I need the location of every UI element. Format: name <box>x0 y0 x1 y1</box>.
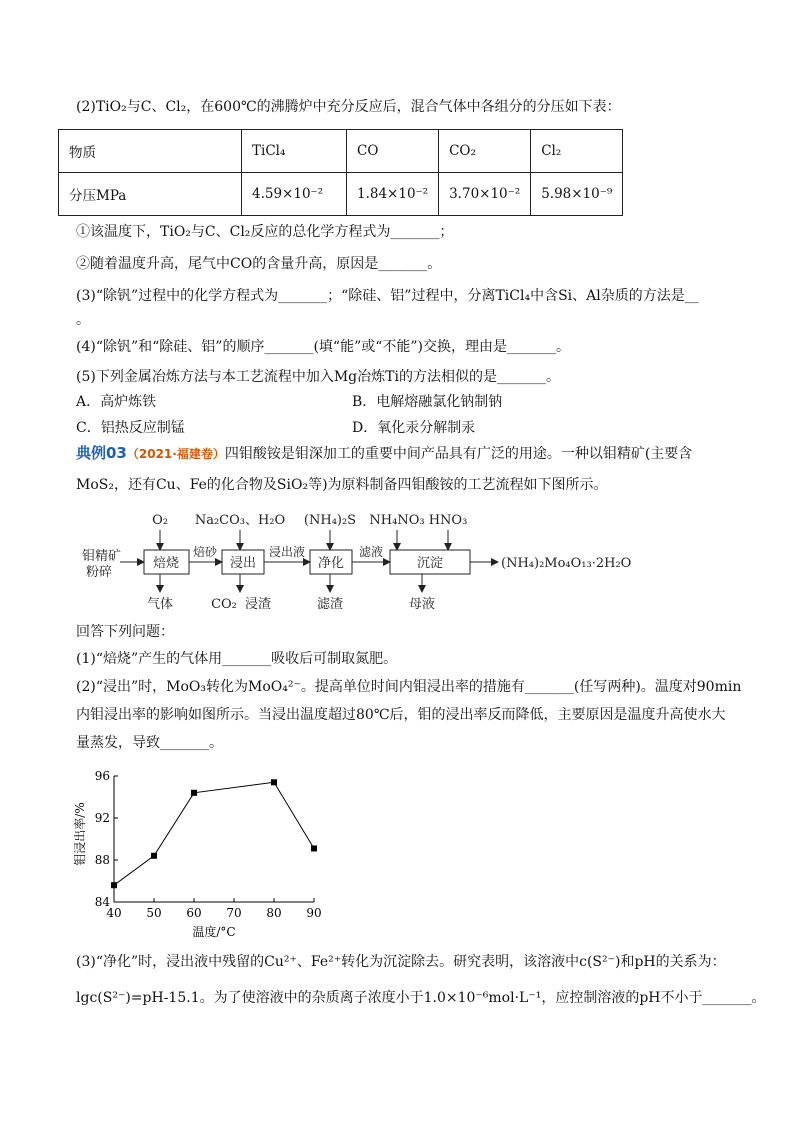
y-tick-label: 92 <box>94 811 110 825</box>
x-axis-label: 温度/°C <box>192 925 236 939</box>
table-cell: 1.84×10⁻² <box>347 173 439 216</box>
example-text-2: MoS₂，还有Cu、Fe的化合物及SiO₂等)为原料制备四钼酸铵的工艺流程如下图所示。 <box>76 477 608 493</box>
table-cell: 分压MPa <box>59 173 242 216</box>
question-3-line-1: (3)“除钒”过程中的化学方程式为_______；“除硅、铝”过程中，分离TiCl₄中含Si、Al杂质的方法是__ <box>76 288 699 304</box>
step-purify: 净化 <box>317 556 345 571</box>
table-cell: 3.70×10⁻² <box>439 173 531 216</box>
part-1: (1)“焙烧”产生的气体用_______吸收后可制取氮肥。 <box>76 651 398 667</box>
question-3-line-2: 。 <box>76 312 90 328</box>
part-3-line-1: (3)“净化”时，浸出液中残留的Cu²⁺、Fe²⁺转化为沉淀除去。研究表明，该溶液中c(S²⁻)和pH的关系为： <box>76 954 726 970</box>
data-point <box>271 779 277 785</box>
table-row <box>59 173 623 216</box>
input-nh4-2s: (NH₄)₂S <box>303 513 357 528</box>
intermediate-calcine: 焙砂 <box>192 545 218 559</box>
y-axis-label: 钼浸出率/% <box>73 802 87 866</box>
output-leach-residue: 浸渣 <box>244 597 272 612</box>
input-o2: O₂ <box>152 513 168 528</box>
partial-pressure-table <box>58 129 623 216</box>
feed-label-1: 钼精矿 <box>82 549 122 564</box>
table-header-row <box>59 130 623 173</box>
input-hno3: HNO₃ <box>428 513 468 528</box>
table-cell: CO₂ <box>439 130 531 173</box>
intermediate-leachate: 浸出液 <box>268 545 306 559</box>
example-heading <box>76 443 692 464</box>
table-cell: CO <box>347 130 439 173</box>
leaching-rate-chart <box>70 762 340 942</box>
step-leach: 浸出 <box>229 556 257 571</box>
example-text-1: 四钼酸铵是钼深加工的重要中间产品具有广泛的用途。一种以钼精矿(主要含 <box>224 446 693 462</box>
option-c: C．铝热反应制锰 <box>76 420 185 436</box>
table-cell: 4.59×10⁻² <box>242 173 347 216</box>
y-tick-label: 96 <box>94 769 110 783</box>
part-3-line-2: lgc(S²⁻)=pH-15.1。为了使溶液中的杂质离子浓度小于1.0×10⁻⁶mol·L⁻¹，应控制溶液的pH不小于_______。 <box>76 990 766 1006</box>
input-nh4no3: NH₄NO₃ <box>369 513 425 528</box>
question-2-part-1: ①该温度下，TiO₂与C、Cl₂反应的总化学方程式为_______； <box>76 224 454 240</box>
process-flow-diagram <box>0 500 800 625</box>
table-cell: Cl₂ <box>531 130 623 173</box>
part-2-line-2: 内钼浸出率的影响如图所示。当浸出温度超过80℃后，钼的浸出率反而降低，主要原因是温度升高使水大 <box>76 707 726 723</box>
option-d: D．氧化汞分解制汞 <box>352 420 476 436</box>
x-tick-label: 80 <box>266 906 282 920</box>
y-tick-label: 88 <box>94 853 110 867</box>
table-cell: TiCl₄ <box>242 130 347 173</box>
table-cell: 物质 <box>59 130 242 173</box>
output-gas: 气体 <box>146 597 174 612</box>
data-point <box>111 882 117 888</box>
output-co2: CO₂ <box>211 597 237 612</box>
product-label: (NH₄)₂Mo₄O₁₃·2H₂O <box>501 556 632 571</box>
intermediate-filtrate: 滤液 <box>358 545 384 559</box>
y-tick-label: 84 <box>94 895 110 909</box>
question-2-intro: (2)TiO₂与C、Cl₂，在600℃的沸腾炉中充分反应后，混合气体中各组分的分压如下表： <box>76 99 621 115</box>
option-a: A．高炉炼铁 <box>76 394 157 410</box>
x-tick-label: 60 <box>186 906 202 920</box>
question-4: (4)“除钒”和“除硅、铝”的顺序_______(填“能”或“不能”)交换，理由是_______。 <box>76 339 571 355</box>
example-tag: 典例03 <box>76 444 127 462</box>
data-point <box>311 845 317 851</box>
data-point <box>151 853 157 859</box>
step-roast: 焙烧 <box>152 556 180 571</box>
output-mother-liquor: 母液 <box>408 597 436 612</box>
x-tick-label: 90 <box>306 906 322 920</box>
input-na2co3: Na₂CO₃、H₂O <box>194 513 286 528</box>
table-cell: 5.98×10⁻⁹ <box>531 173 623 216</box>
output-filter-residue: 滤渣 <box>316 597 344 612</box>
data-point <box>191 790 197 796</box>
question-5: (5)下列金属冶炼方法与本工艺流程中加入Mg冶炼Ti的方法相似的是_______。 <box>76 369 560 385</box>
x-tick-label: 70 <box>226 906 242 920</box>
answer-intro: 回答下列问题： <box>76 624 174 640</box>
x-tick-label: 50 <box>146 906 162 920</box>
option-b: B．电解熔融氯化钠制钠 <box>352 394 503 410</box>
example-source: （2021·福建卷） <box>126 447 225 461</box>
part-2-line-3: 量蒸发，导致_______。 <box>76 735 223 751</box>
step-precipitate: 沉淀 <box>416 556 444 571</box>
series-line <box>114 782 314 885</box>
x-tick-label: 40 <box>106 906 122 920</box>
part-2-line-1: (2)“浸出”时，MoO₃转化为MoO₄²⁻。提高单位时间内钼浸出率的措施有_______(任写两种)。温度对90min <box>76 679 742 695</box>
question-2-part-2: ②随着温度升高，尾气中CO的含量升高，原因是_______。 <box>76 256 442 272</box>
feed-label-2: 粉碎 <box>86 565 113 580</box>
